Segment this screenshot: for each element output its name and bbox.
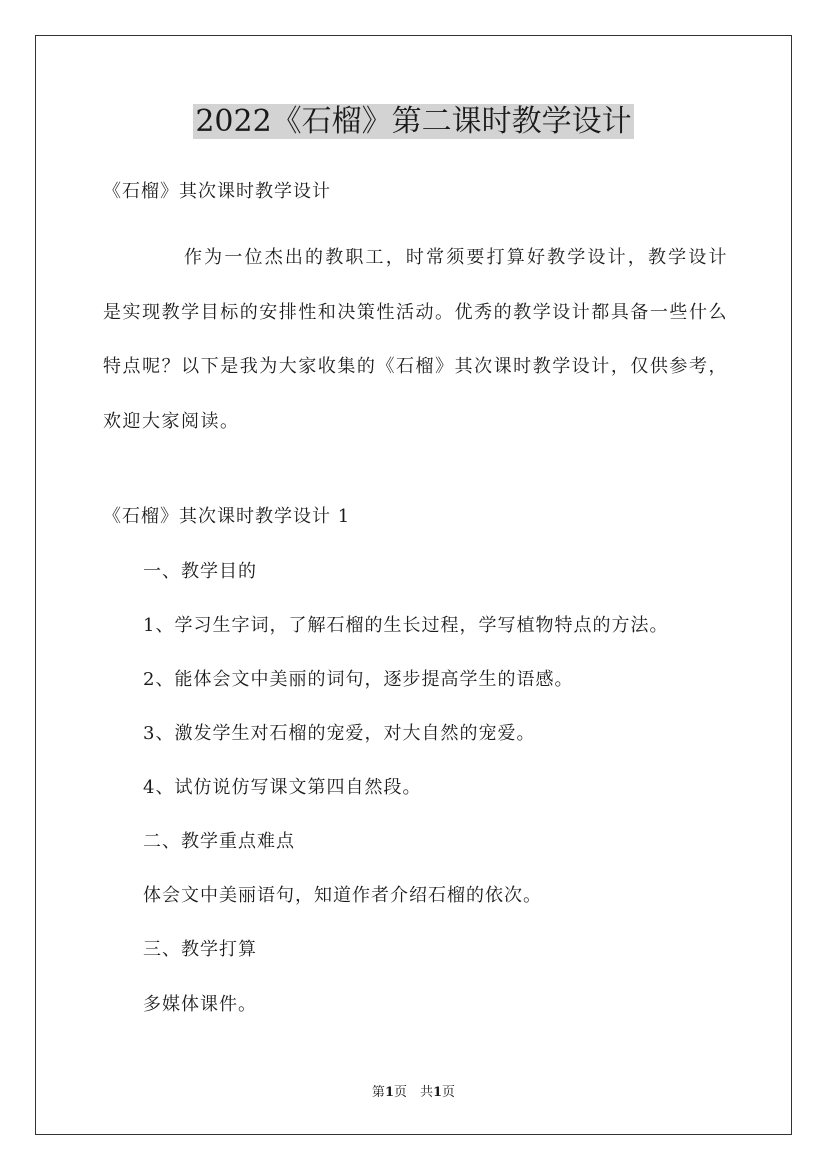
footer-total-pages: 1 bbox=[433, 1085, 443, 1100]
footer-suffix: 页 bbox=[442, 1085, 456, 1100]
document-title bbox=[0, 100, 827, 144]
intro-paragraph: 作为一位杰出的教职工，时常须要打算好教学设计，教学设计是实现教学目标的安排性和决策性活动。优秀的教学设计都具备一些什么特点呢？以下是我为大家收集的《石榴》其次课时教学设计，仅供参考，欢迎大家阅读。 bbox=[103, 247, 728, 433]
heading-preparation: 三、教学打算 bbox=[143, 939, 257, 960]
preparation-text: 多媒体课件。 bbox=[143, 994, 257, 1015]
page-footer bbox=[0, 1084, 827, 1102]
goal-item-4: 4、试仿说仿写课文第四自然段。 bbox=[143, 777, 422, 798]
goal-item-3: 3、激发学生对石榴的宠爱，对大自然的宠爱。 bbox=[143, 723, 536, 744]
footer-mid: 页 共 bbox=[393, 1085, 433, 1100]
heading-teaching-goals: 一、教学目的 bbox=[143, 561, 257, 582]
key-points-text: 体会文中美丽语句，知道作者介绍石榴的依次。 bbox=[143, 885, 542, 906]
document-title-text: 2022《石榴》第二课时教学设计 bbox=[195, 104, 632, 139]
footer-prefix: 第 bbox=[371, 1085, 385, 1100]
document-subtitle: 《石榴》其次课时教学设计 bbox=[103, 181, 331, 202]
goal-item-1: 1、学习生字词，了解石榴的生长过程，学写植物特点的方法。 bbox=[143, 615, 669, 636]
heading-key-points: 二、教学重点难点 bbox=[143, 831, 295, 852]
section-heading: 《石榴》其次课时教学设计 1 bbox=[103, 506, 351, 527]
footer-page-number: 1 bbox=[384, 1085, 394, 1100]
goal-item-2: 2、能体会文中美丽的词句，逐步提高学生的语感。 bbox=[143, 669, 574, 690]
